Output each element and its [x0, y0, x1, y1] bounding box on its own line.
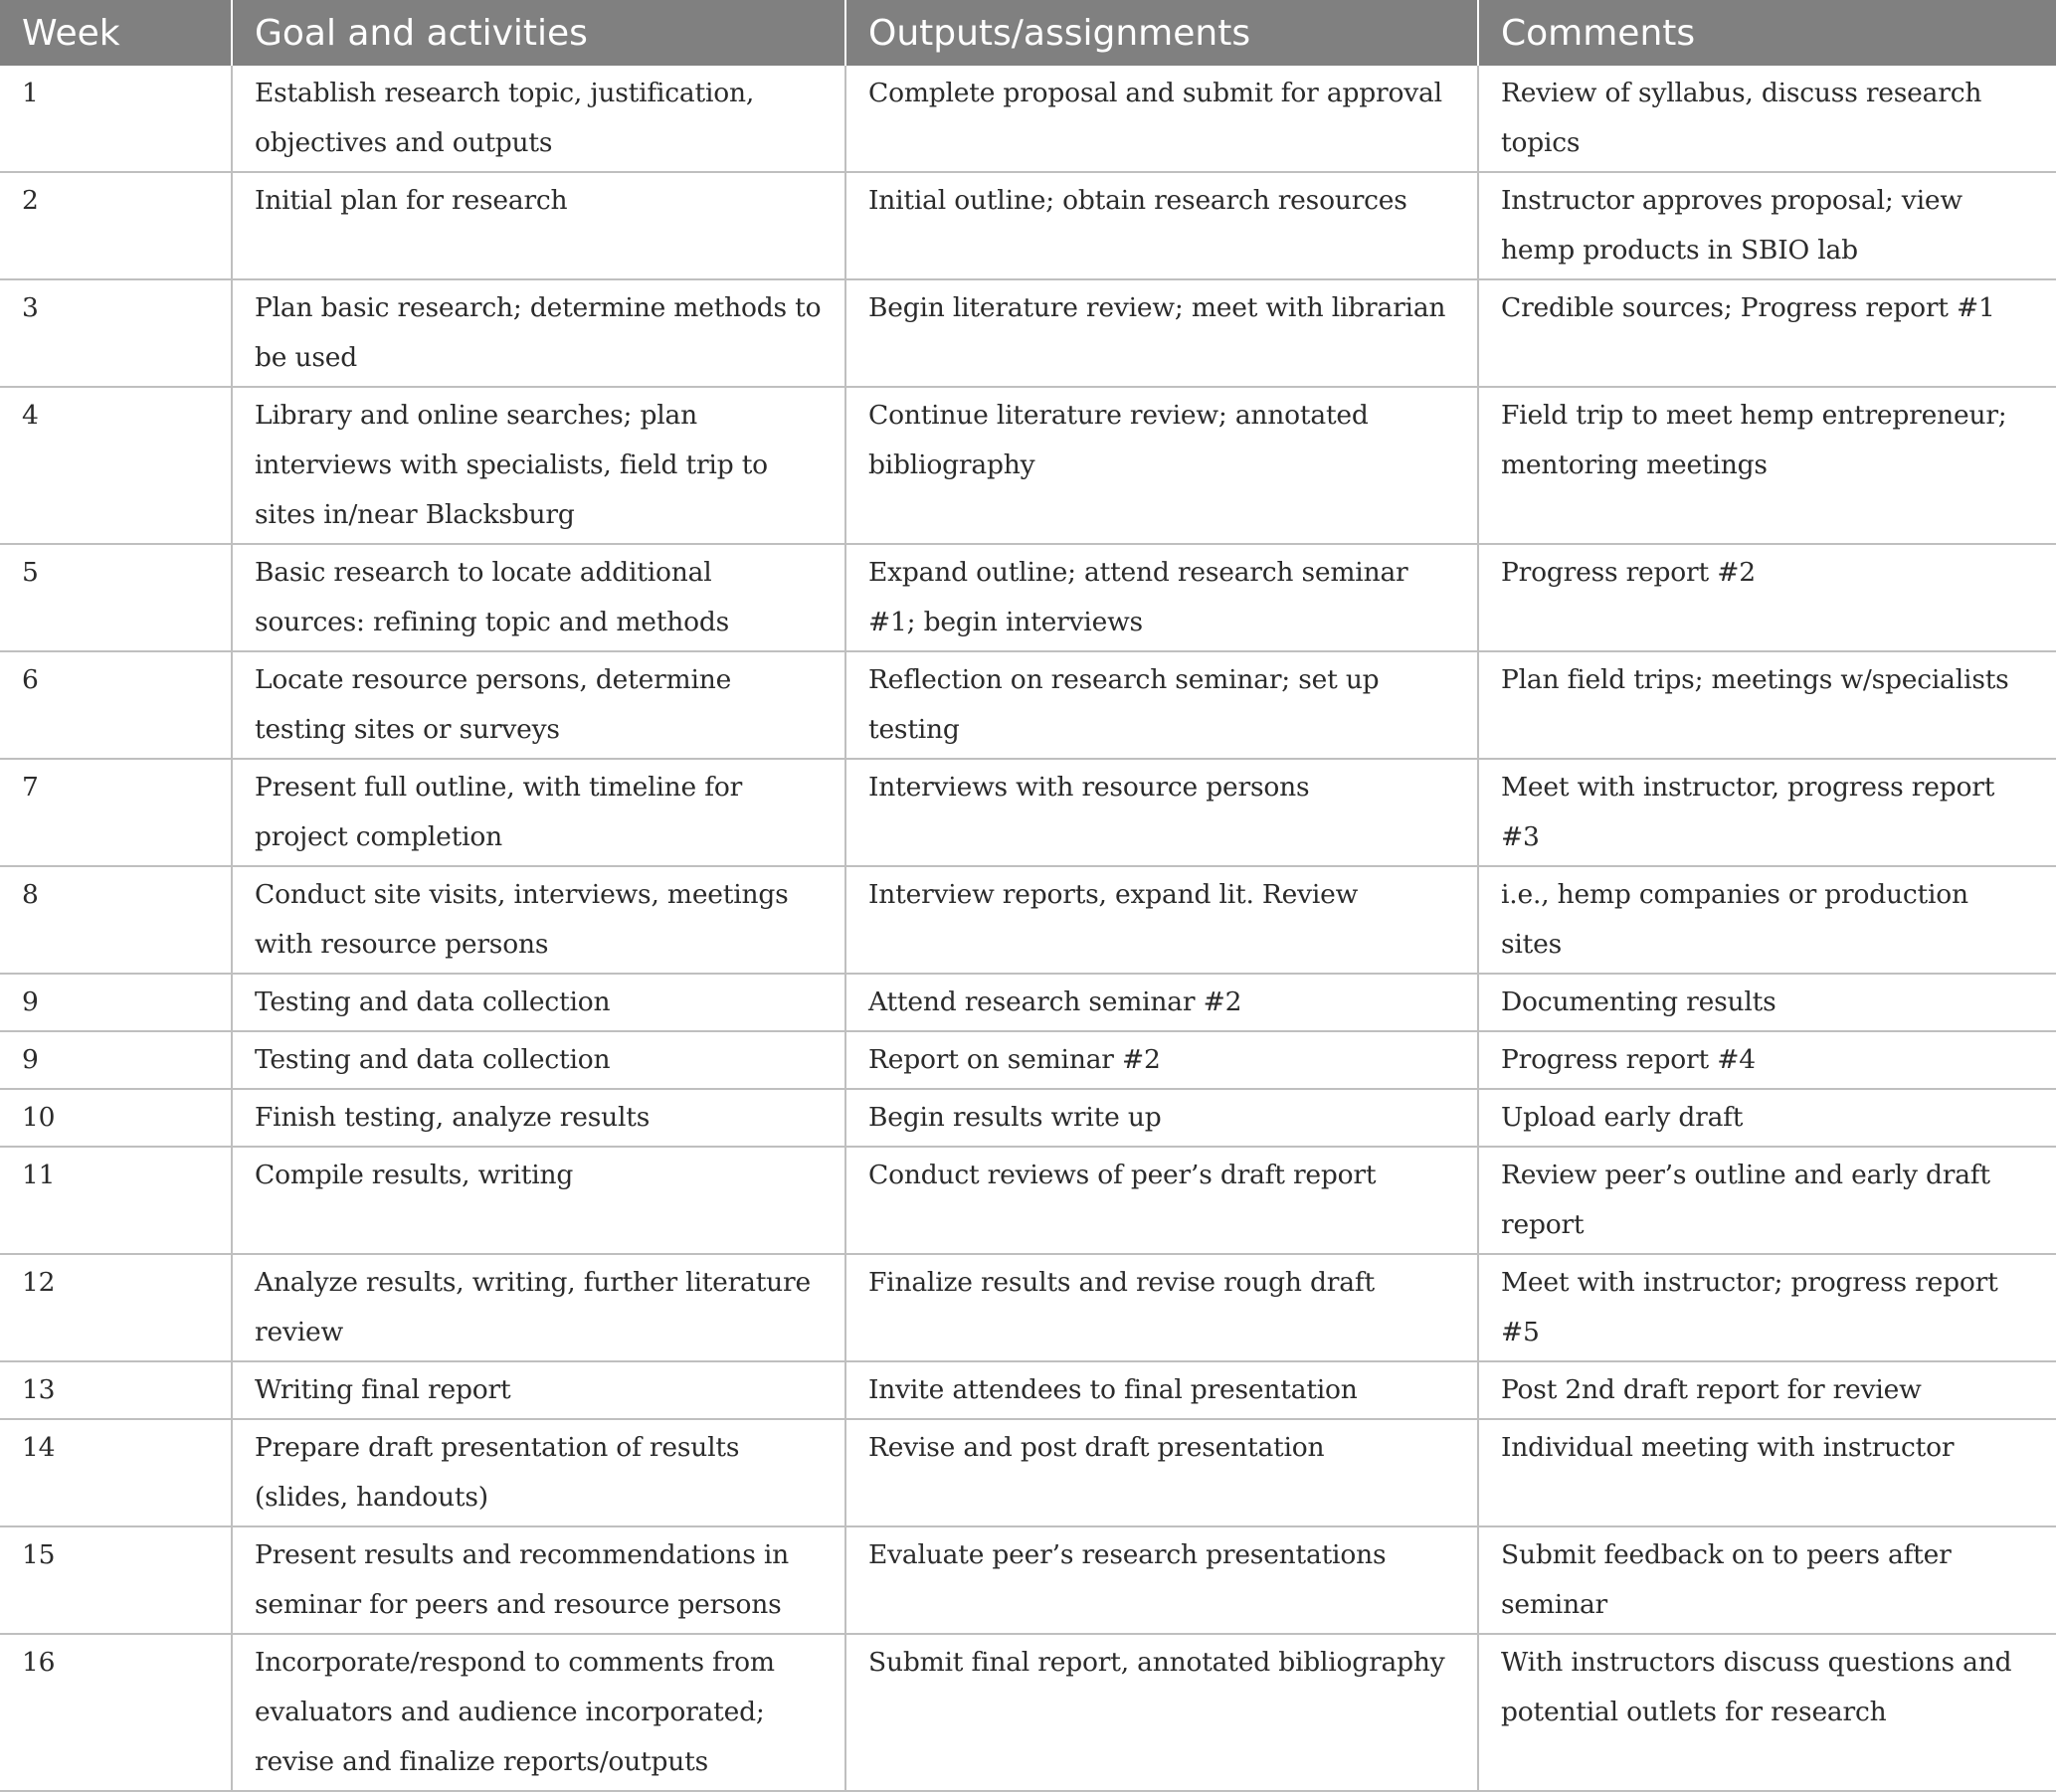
week-cell: 11: [0, 1147, 232, 1254]
goal-cell: Finish testing, analyze results: [232, 1089, 845, 1147]
goal-cell: Testing and data collection: [232, 974, 845, 1031]
week-cell: 10: [0, 1089, 232, 1147]
outputs-cell: Continue literature review; annotated bibliography: [845, 387, 1478, 544]
comments-cell: i.e., hemp companies or production sites: [1478, 866, 2056, 974]
goal-cell: Locate resource persons, determine testing sites or surveys: [232, 651, 845, 759]
week-cell: 14: [0, 1419, 232, 1526]
comments-cell: Post 2nd draft report for review: [1478, 1361, 2056, 1419]
goal-cell: Prepare draft presentation of results (slides, handouts): [232, 1419, 845, 1526]
outputs-cell: Evaluate peer’s research presentations: [845, 1526, 1478, 1634]
outputs-cell: Complete proposal and submit for approval: [845, 66, 1478, 172]
table-row: [0, 1634, 2056, 1791]
goal-cell: Writing final report: [232, 1361, 845, 1419]
table-row: [0, 1361, 2056, 1419]
week-cell: 3: [0, 279, 232, 387]
week-cell: 16: [0, 1634, 232, 1791]
outputs-cell: Report on seminar #2: [845, 1031, 1478, 1089]
outputs-cell: Interviews with resource persons: [845, 759, 1478, 866]
comments-cell: Field trip to meet hemp entrepreneur; mentoring meetings: [1478, 387, 2056, 544]
comments-cell: Plan field trips; meetings w/specialists: [1478, 651, 2056, 759]
comments-cell: Review of syllabus, discuss research topics: [1478, 66, 2056, 172]
table-row: [0, 387, 2056, 544]
goal-cell: Present results and recommendations in seminar for peers and resource persons: [232, 1526, 845, 1634]
table-row: [0, 172, 2056, 279]
comments-cell: Documenting results: [1478, 974, 2056, 1031]
goal-cell: Conduct site visits, interviews, meetings with resource persons: [232, 866, 845, 974]
goal-cell: Compile results, writing: [232, 1147, 845, 1254]
table-row: [0, 1419, 2056, 1526]
goal-cell: Library and online searches; plan interviews with specialists, field trip to sites in/near Blacksburg: [232, 387, 845, 544]
goal-cell: Analyze results, writing, further literature review: [232, 1254, 845, 1361]
comments-cell: Meet with instructor, progress report #3: [1478, 759, 2056, 866]
comments-cell: Progress report #2: [1478, 544, 2056, 651]
header-outputs: Outputs/assignments: [845, 0, 1478, 66]
outputs-cell: Expand outline; attend research seminar #1; begin interviews: [845, 544, 1478, 651]
week-cell: 6: [0, 651, 232, 759]
table-row: [0, 1254, 2056, 1361]
outputs-cell: Begin literature review; meet with librarian: [845, 279, 1478, 387]
table-row: [0, 759, 2056, 866]
week-cell: 12: [0, 1254, 232, 1361]
outputs-cell: Interview reports, expand lit. Review: [845, 866, 1478, 974]
goal-cell: Initial plan for research: [232, 172, 845, 279]
comments-cell: Upload early draft: [1478, 1089, 2056, 1147]
comments-cell: With instructors discuss questions and potential outlets for research: [1478, 1634, 2056, 1791]
week-cell: 9: [0, 974, 232, 1031]
week-cell: 15: [0, 1526, 232, 1634]
outputs-cell: Finalize results and revise rough draft: [845, 1254, 1478, 1361]
comments-cell: Instructor approves proposal; view hemp products in SBIO lab: [1478, 172, 2056, 279]
header-goal: Goal and activities: [232, 0, 845, 66]
outputs-cell: Revise and post draft presentation: [845, 1419, 1478, 1526]
outputs-cell: Conduct reviews of peer’s draft report: [845, 1147, 1478, 1254]
goal-cell: Testing and data collection: [232, 1031, 845, 1089]
comments-cell: Submit feedback on to peers after seminar: [1478, 1526, 2056, 1634]
outputs-cell: Begin results write up: [845, 1089, 1478, 1147]
outputs-cell: Submit final report, annotated bibliography: [845, 1634, 1478, 1791]
week-cell: 1: [0, 66, 232, 172]
week-cell: 13: [0, 1361, 232, 1419]
week-cell: 4: [0, 387, 232, 544]
table-row: [0, 1031, 2056, 1089]
outputs-cell: Initial outline; obtain research resources: [845, 172, 1478, 279]
table-row: [0, 974, 2056, 1031]
comments-cell: Individual meeting with instructor: [1478, 1419, 2056, 1526]
table-row: [0, 66, 2056, 172]
header-comments: Comments: [1478, 0, 2056, 66]
week-cell: 8: [0, 866, 232, 974]
comments-cell: Meet with instructor; progress report #5: [1478, 1254, 2056, 1361]
table-header: [0, 0, 2056, 66]
comments-cell: Progress report #4: [1478, 1031, 2056, 1089]
table-row: [0, 279, 2056, 387]
goal-cell: Incorporate/respond to comments from evaluators and audience incorporated; revise and finalize reports/outputs: [232, 1634, 845, 1791]
table-row: [0, 651, 2056, 759]
table-row: [0, 1147, 2056, 1254]
header-week: Week: [0, 0, 232, 66]
week-cell: 9: [0, 1031, 232, 1089]
outputs-cell: Attend research seminar #2: [845, 974, 1478, 1031]
table-row: [0, 866, 2056, 974]
comments-cell: Review peer’s outline and early draft report: [1478, 1147, 2056, 1254]
goal-cell: Present full outline, with timeline for project completion: [232, 759, 845, 866]
header-row: [0, 0, 2056, 66]
table-row: [0, 1089, 2056, 1147]
goal-cell: Basic research to locate additional sources: refining topic and methods: [232, 544, 845, 651]
goal-cell: Establish research topic, justification, objectives and outputs: [232, 66, 845, 172]
table-row: [0, 1526, 2056, 1634]
week-cell: 5: [0, 544, 232, 651]
table-body: [0, 66, 2056, 1791]
week-cell: 7: [0, 759, 232, 866]
outputs-cell: Reflection on research seminar; set up testing: [845, 651, 1478, 759]
week-cell: 2: [0, 172, 232, 279]
goal-cell: Plan basic research; determine methods to be used: [232, 279, 845, 387]
table-row: [0, 544, 2056, 651]
comments-cell: Credible sources; Progress report #1: [1478, 279, 2056, 387]
outputs-cell: Invite attendees to final presentation: [845, 1361, 1478, 1419]
